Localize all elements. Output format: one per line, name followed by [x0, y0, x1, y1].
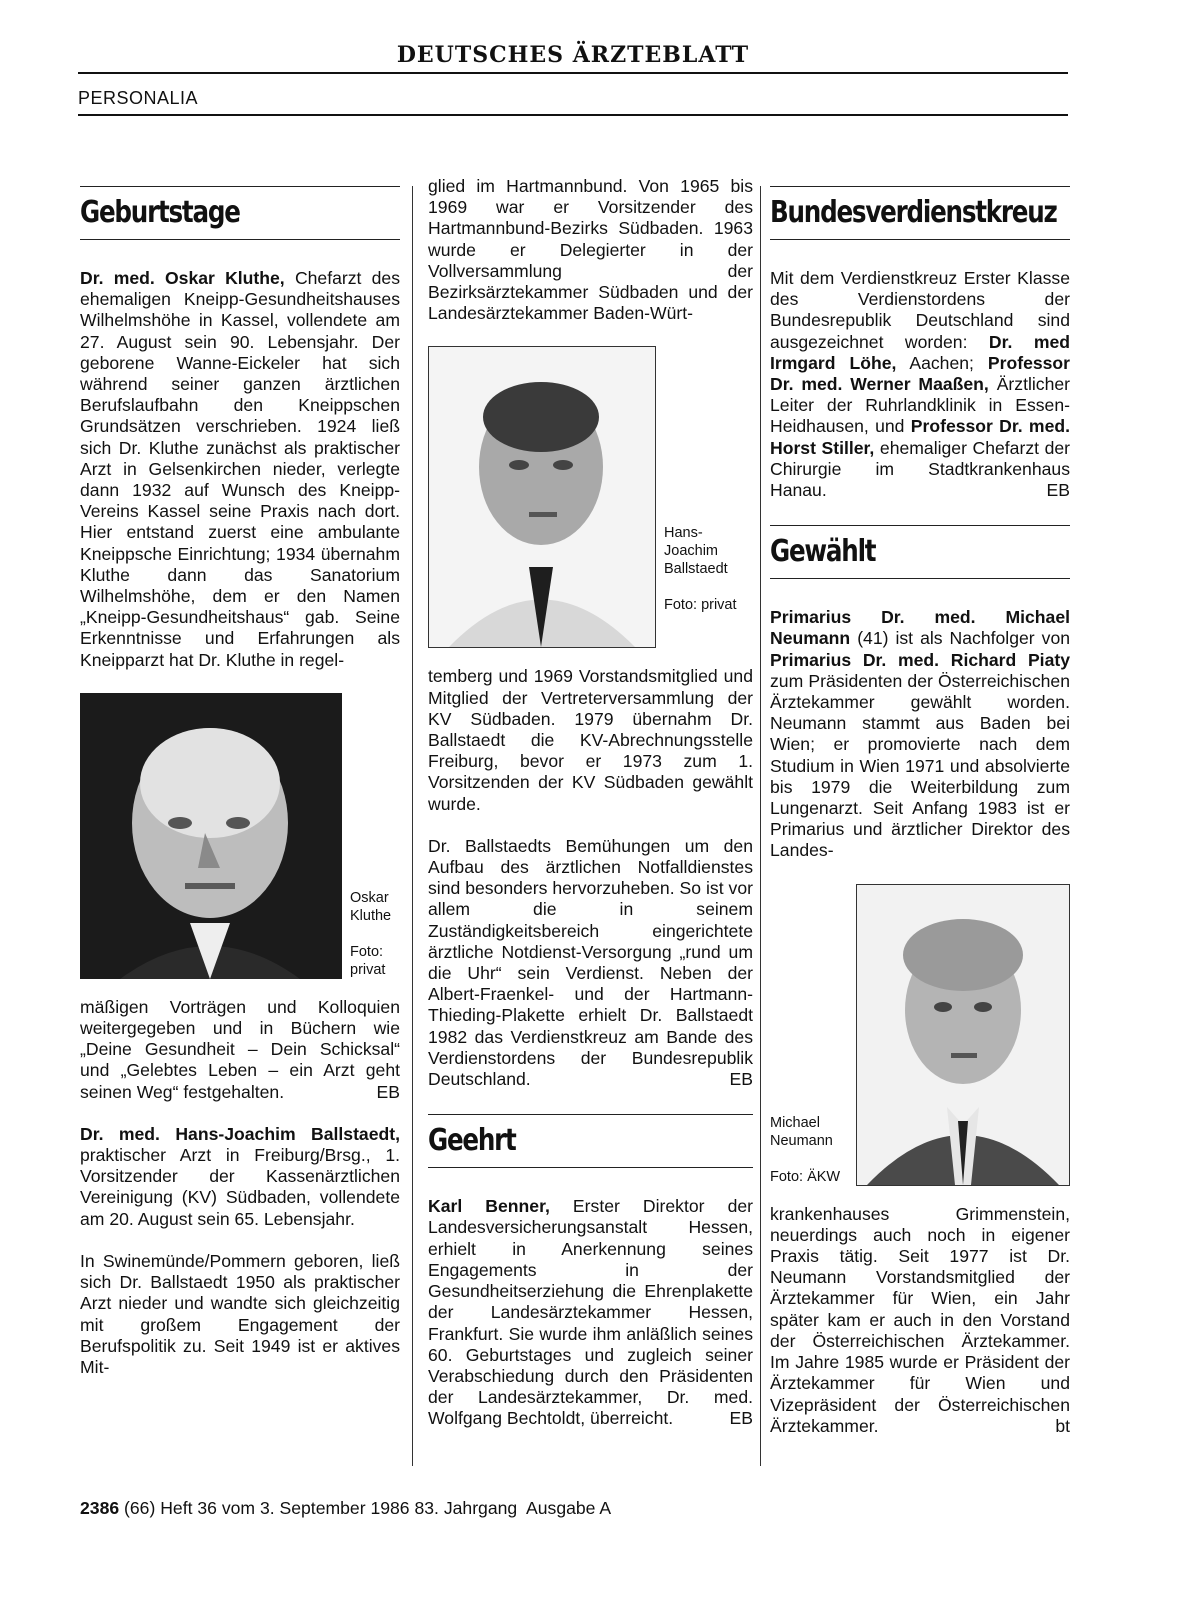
heading-geburtstage: Geburtstage	[80, 195, 240, 230]
bvk-text-b: Aachen;	[909, 352, 974, 373]
article-kluthe-part1	[80, 268, 400, 671]
photo-caption-ballstaedt	[656, 346, 753, 648]
column-3	[770, 186, 1070, 1437]
article-benner	[428, 1196, 753, 1429]
article-ballstaedt-intro	[80, 1124, 400, 1230]
piaty-name: Primarius Dr. med. Richard Piaty	[770, 649, 1070, 670]
column-divider-2	[760, 186, 761, 1466]
page-number: 2386	[80, 1498, 120, 1518]
signature: EB	[729, 1069, 753, 1090]
portrait-photo-neumann	[856, 884, 1070, 1186]
section-label: PERSONALIA	[78, 88, 199, 108]
article-kluthe-part2	[80, 997, 400, 1103]
signature: EB	[729, 1408, 753, 1429]
ballstaedt-text-1: praktischer Arzt in Freiburg/Brsg., 1. Vorsitzender der Kassenärztlichen Vereinigung (KV) Südbaden, vollendete am 20. August sein 65. Lebensjahr.	[80, 1145, 400, 1229]
photo-block-neumann	[770, 884, 1070, 1186]
caption-name: Hans-Joachim Ballstaedt	[664, 525, 728, 578]
article-neumann-part2	[770, 1204, 1070, 1437]
heading-gewaehlt: Gewählt	[770, 534, 876, 570]
column-1	[80, 186, 400, 1378]
article-ballstaedt-body: In Swinemünde/Pommern geboren, ließ sich Dr. Ballstaedt 1950 als praktischer Arzt nieder und wandte sich gleichzeitig mit großem Engagement der Berufspolitik zu. Seit 1949 ist er aktives Mit-	[80, 1250, 400, 1377]
article-neumann-part1	[770, 607, 1070, 861]
bvk-text-a: Mit dem Verdienstkreuz Erster Klasse des Verdienstordens der Bundesrepublik Deutschland sind ausgezeichnet worden:	[770, 268, 1070, 352]
bvk-name-2: Professor Dr. med. Werner Maaßen,	[770, 352, 1071, 395]
caption-credit: Foto: privat	[664, 597, 737, 614]
journal-title: DEUTSCHES ÄRZTEBLATT	[396, 42, 750, 68]
neumann-text-b: zum Präsidenten der Österreichischen Ärztekammer gewählt worden. Neumann stammt aus Baden bei Wien; er promovierte nach dem Studium in Wien 1971 und absolvierte bis 1979 die Weiterbildung zum Lungenarzt. Seit Anfang 1983 ist er Primarius und ärztlicher Direktor des Landes-	[770, 670, 1070, 861]
ballstaedt-continued-2: temberg und 1969 Vorstandsmitglied und Mitglied der Vertreterversammlung der KV Südbaden. 1979 übernahm Dr. Ballstaedt die KV-Abrechnungsstelle Freiburg, bevor er 1973 zum 1. Vorsitzenden der KV Südbaden gewählt wurde.	[428, 666, 753, 814]
section-rule	[78, 114, 1068, 116]
heading-geehrt: Geehrt	[428, 1123, 516, 1159]
caption-name: Michael Neumann	[770, 1114, 833, 1149]
signature: bt	[1055, 1415, 1070, 1436]
kluthe-name: Dr. med. Oskar Kluthe,	[80, 268, 285, 288]
bvk-text-d: ehemaliger Chefarzt der Chirurgie im Stadtkrankenhaus Hanau.	[770, 437, 1071, 501]
benner-text: Erster Direktor der Landesversicherungsanstalt Hessen, erhielt in Anerkennung seines Engagements in der Gesundheitserziehung die Ehrenplakette der Landesärztekammer Hessen, Frankfurt. Sie wurde ihm anläßlich seines 60. Geburtstages und zugleich seiner Verabschiedung durch den Präsidenten der Landesärztekammer, Dr. med. Wolfgang Bechtoldt, überreicht.	[428, 1196, 754, 1429]
bvk-name-1: Dr. med Irmgard Löhe,	[770, 331, 1070, 373]
neumann-name: Primarius Dr. med. Michael Neumann	[770, 607, 1070, 649]
kluthe-text-2: mäßigen Vorträgen und Kolloquien weitergegeben und in Büchern wie „Deine Gesundheit – Dein Schicksal“ und „Gelebtes Leben – ein Arzt geht seinen Weg“ festgehalten.	[80, 996, 400, 1102]
article-bundesverdienstkreuz	[770, 268, 1070, 501]
neumann-text-a: (41) ist als Nachfolger von	[857, 628, 1071, 649]
caption-name: Oskar Kluthe	[350, 889, 392, 924]
neumann-text-c: krankenhauses Grimmenstein, neuerdings auch noch in eigener Praxis tätig. Seit 1977 ist Dr. Neumann Vorstandsmitglied der Ärztekammer für Wien, ein Jahr später kam er auch in den Vorstand der Österreichischen Ärztekammer. Im Jahre 1985 wurde er Präsident der Ärztekammer für Wien und Vizepräsident der Österreichischen Ärztekammer.	[770, 1203, 1070, 1436]
ballstaedt-continued-1: glied im Hartmannbund. Von 1965 bis 1969 war er Vorsitzender des Hartmannbund-Bezirks Südbaden. 1963 wurde er Delegierter in der Vollversammlung der Bezirksärztekammer Südbaden und der Landesärztekammer Baden-Würt-	[428, 176, 753, 324]
kluthe-text-1: Chefarzt des ehemaligen Kneipp-Gesundheitshauses Wilhelmshöhe in Kassel, vollendete am 27. August sein 90. Lebensjahr. Der geborene Wanne-Eickeler hat sich während seiner ganzen ärztlichen Berufslaufbahn den Kneippschen Grundsätzen verschrieben. 1924 ließ sich Dr. Kluthe zunächst als praktischer Arzt in Gelsenkirchen nieder, verlegte dann 1932 auf Wunsch des Kneipp-Vereins Kassel seine Praxis nach dort. Hier entstand zuerst eine ambulante Kneippsche Einrichtung; 1934 übernahm Kluthe dann das Sanatorium Wilhelmshöhe, dem er den Namen „Kneipp-Gesundheitshaus“ gab. Seine Erkenntnisse und Erfahrungen als Kneipparzt hat Dr. Kluthe in regel-	[80, 268, 401, 670]
heading-bundesverdienstkreuz: Bundesverdienstkreuz	[770, 195, 1057, 230]
column-divider-1	[412, 186, 413, 1466]
portrait-photo-ballstaedt	[428, 346, 656, 648]
masthead-rule	[78, 72, 1068, 74]
ballstaedt-continued-3	[428, 836, 753, 1090]
photo-block-kluthe	[80, 693, 400, 979]
signature: EB	[1046, 480, 1070, 501]
masthead	[78, 42, 1068, 76]
caption-credit: Foto: ÄKW	[770, 1168, 841, 1185]
ballstaedt-name: Dr. med. Hans-Joachim Ballstaedt,	[80, 1123, 400, 1144]
issue-info: (66) Heft 36 vom 3. September 1986 83. Jahrgang Ausgabe A	[124, 1498, 612, 1518]
signature: EB	[376, 1081, 400, 1102]
portrait-photo-kluthe	[80, 693, 342, 979]
column-2	[428, 176, 754, 1430]
photo-caption-neumann	[770, 884, 850, 1186]
photo-block-ballstaedt	[428, 346, 753, 648]
bvk-name-3: Professor Dr. med. Horst Stiller,	[770, 416, 1070, 458]
caption-credit: Foto: privat	[350, 943, 386, 978]
bvk-text-c: Ärztlicher Leiter der Ruhrlandklinik in Essen-Heidhausen, und	[770, 374, 1071, 437]
photo-caption-kluthe	[342, 693, 400, 979]
page-footer	[80, 1498, 611, 1519]
benner-name: Karl Benner,	[428, 1196, 550, 1217]
ballstaedt-text-3: Dr. Ballstaedts Bemühungen um den Aufbau des ärztlichen Notfalldienstes sind besonders hervorzuheben. So ist vor allem die in seinem Zuständigkeitsbereich eingerichtete ärztliche Notdienst-Versorgung „rund um die Uhr“ sein Verdienst. Neben der Albert-Fraenkel- und der Hartmann-Thieding-Plakette erhielt Dr. Ballstaedt 1982 das Verdienstkreuz am Bande des Verdienstordens der Bundesrepublik Deutschland.	[428, 835, 753, 1090]
